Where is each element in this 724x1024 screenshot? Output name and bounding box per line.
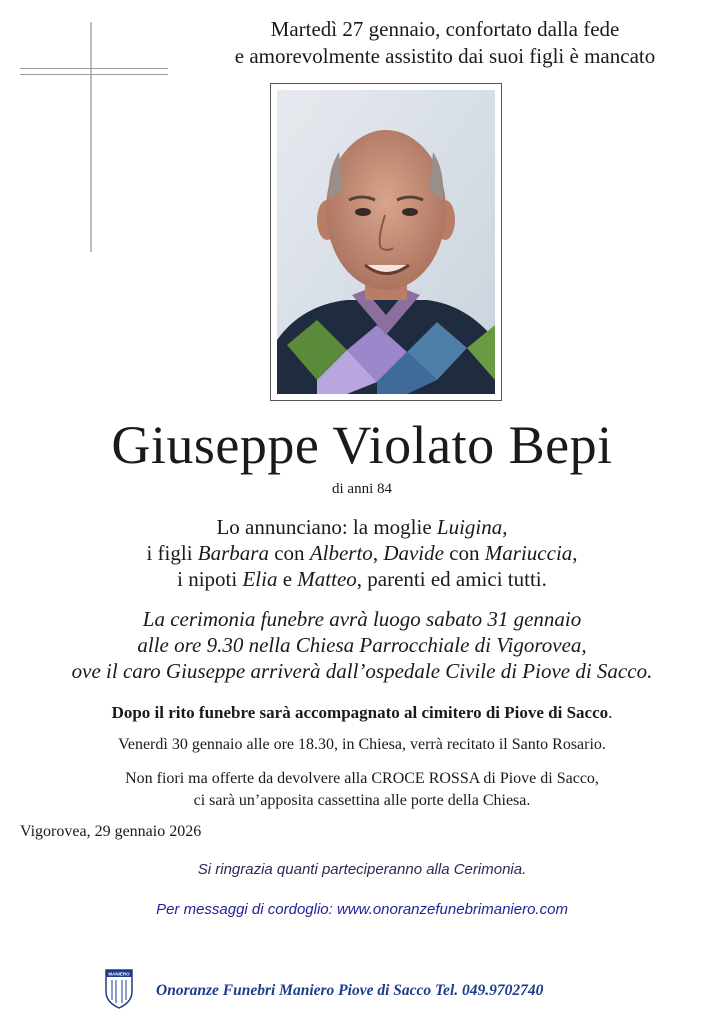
- ceremony-block: [0, 606, 724, 684]
- donation-line-2: ci sarà un’apposita cassettina alle porte della Chiesa.: [193, 792, 531, 809]
- announcement-text: ,: [502, 515, 508, 539]
- wife-name: Luigina: [436, 515, 503, 539]
- intro-line-1: Martedì 27 gennaio, confortato dalla fede: [270, 17, 620, 41]
- rosary-note: Venerdì 30 gennaio alle ore 18.30, in Chiesa, verrà recitato il Santo Rosario.: [118, 736, 606, 753]
- donation-note: [0, 768, 724, 812]
- maniero-logo-icon: [104, 968, 134, 1010]
- announcement-text: con: [268, 541, 310, 565]
- announcement-text: i nipoti: [177, 567, 243, 591]
- condolence-link[interactable]: Per messaggi di cordoglio: www.onoranzefunebrimaniero.com: [156, 901, 568, 918]
- intro-line-2: e amorevolmente assistito dai suoi figli è mancato: [234, 44, 656, 68]
- logo-text: MANIERO: [108, 971, 130, 977]
- announcement-block: [0, 514, 724, 592]
- donation-line-1: Non fiori ma offerte da devolvere alla CROCE ROSSA di Piove di Sacco,: [125, 770, 599, 787]
- deceased-age: di anni 84: [332, 481, 392, 497]
- child-spouse-name: Mariuccia: [484, 541, 573, 565]
- announcement-line-3: [0, 566, 724, 592]
- portrait-illustration: [277, 90, 495, 394]
- announcement-text: ,: [572, 541, 578, 565]
- grandchild-name: Matteo: [297, 567, 357, 591]
- announcement-line-1: [0, 514, 724, 540]
- announcement-text: ,: [372, 541, 384, 565]
- announcement-text: , parenti ed amici tutti.: [356, 567, 547, 591]
- announcement-text: con: [443, 541, 485, 565]
- announcement-line-2: [0, 540, 724, 566]
- portrait-photo: [277, 90, 495, 394]
- announcement-text: Lo annunciano: la moglie: [216, 515, 437, 539]
- burial-note: [0, 703, 724, 723]
- portrait-frame: [270, 83, 502, 401]
- ceremony-line-3: ove il caro Giuseppe arriverà dall’ospedale Civile di Piove di Sacco.: [71, 659, 653, 683]
- intro-text: [180, 16, 710, 70]
- footer-contact: Onoranze Funebri Maniero Piove di Sacco Tel. 049.9702740: [156, 982, 544, 999]
- burial-dot: .: [608, 703, 613, 722]
- place-date: Vigorovea, 29 gennaio 2026: [20, 823, 202, 840]
- child-spouse-name: Alberto: [309, 541, 373, 565]
- thanks-note: Si ringrazia quanti parteciperanno alla Cerimonia.: [197, 861, 527, 878]
- deceased-name: Giuseppe Violato Bepi: [111, 415, 613, 475]
- announcement-text: e: [277, 567, 298, 591]
- cross-icon: [20, 22, 168, 254]
- grandchild-name: Elia: [242, 567, 278, 591]
- ceremony-line-1: La cerimonia funebre avrà luogo sabato 31 gennaio: [142, 607, 582, 631]
- ceremony-line-2: alle ore 9.30 nella Chiesa Parrocchiale di Vigorovea,: [137, 633, 587, 657]
- child-name: Barbara: [197, 541, 269, 565]
- announcement-text: i figli: [146, 541, 198, 565]
- child-name: Davide: [383, 541, 444, 565]
- burial-text: Dopo il rito funebre sarà accompagnato al cimitero di Piove di Sacco: [111, 703, 609, 722]
